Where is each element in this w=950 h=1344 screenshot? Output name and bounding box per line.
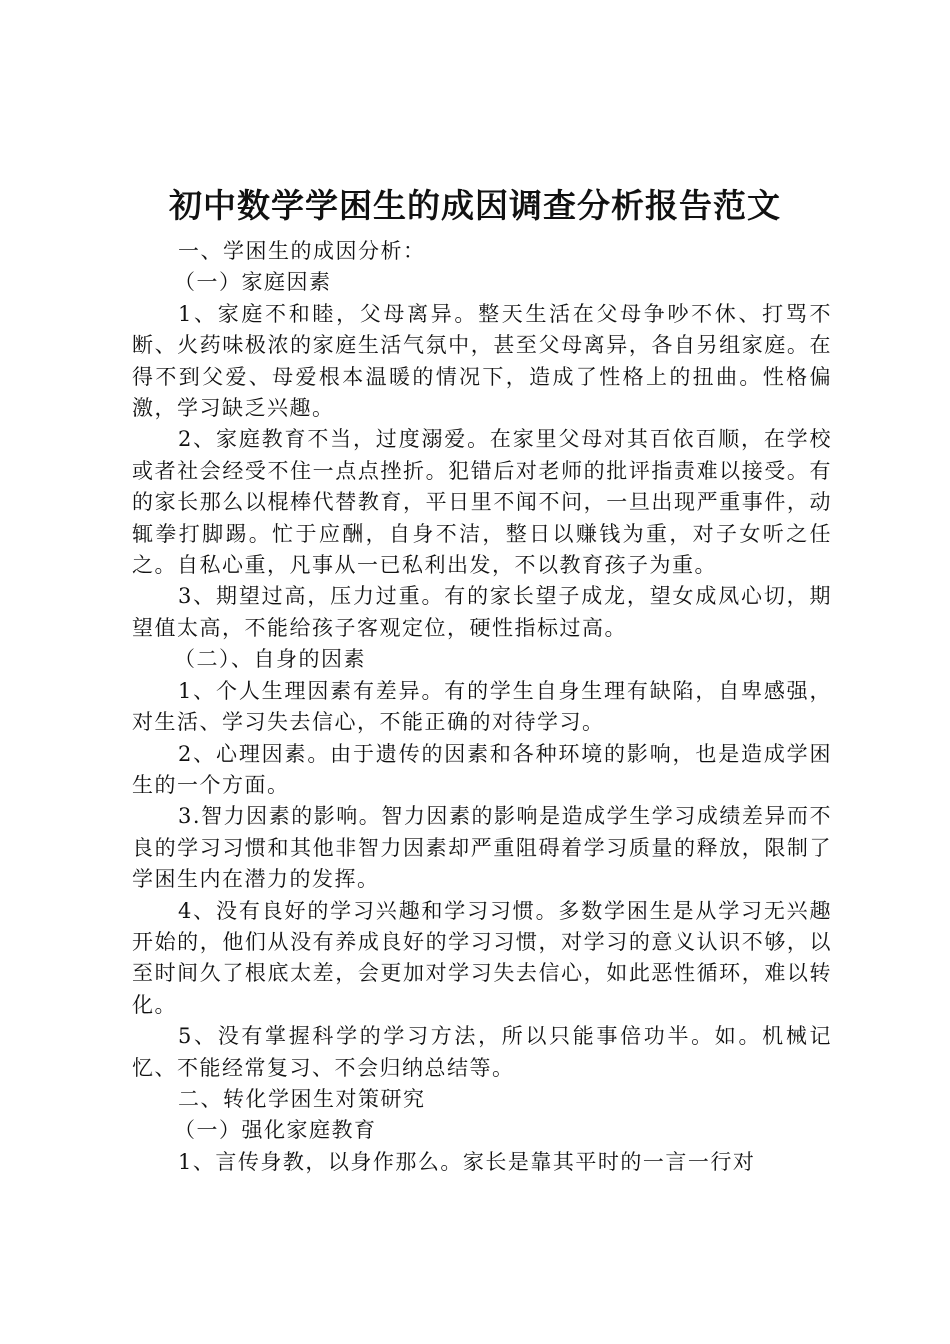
- document-body: [132, 236, 832, 1178]
- section-heading: 二、转化学困生对策研究: [178, 1086, 426, 1111]
- paragraph: 1、个人生理因素有差异。有的学生自身生理有缺陷，自卑感强，对生活、学习失去信心，不能正确的对待学习。: [132, 678, 832, 735]
- paragraph: 1、家庭不和睦，父母离异。整天生活在父母争吵不休、打骂不断、火药味极浓的家庭生活气氛中，甚至父母离异，各自另组家庭。在得不到父爱、母爱根本温暖的情况下，造成了性格上的扭曲。性格偏激，学习缺乏兴趣。: [132, 301, 832, 421]
- subsection-heading: （一）强化家庭教育: [174, 1118, 377, 1143]
- paragraph: 4、没有良好的学习兴趣和学习习惯。多数学困生是从学习无兴趣开始的，他们从没有养成良好的学习习惯，对学习的意义认识不够，以至时间久了根底太差，会更加对学习失去信心，如此恶性循环，难以转化。: [132, 898, 832, 1017]
- paragraph: 2、家庭教育不当，过度溺爱。在家里父母对其百依百顺，在学校或者社会经受不住一点点挫折。犯错后对老师的批评指责难以接受。有的家长那么以棍棒代替教育，平日里不闻不问，一旦出现严重事件，动辄拳打脚踢。忙于应酬，自身不洁，整日以赚钱为重，对子女听之任之。自私心重，凡事从一已私利出发，不以教育孩子为重。: [132, 427, 832, 578]
- paragraph: 3、期望过高，压力过重。有的家长望子成龙，望女成凤心切，期望值太高，不能给孩子客观定位，硬性指标过高。: [132, 584, 832, 640]
- paragraph: 2、心理因素。由于遗传的因素和各种环境的影响，也是造成学困生的一个方面。: [132, 741, 832, 797]
- subsection-heading: （二）、自身的因素: [174, 647, 366, 672]
- paragraph: 5、没有掌握科学的学习方法，所以只能事倍功半。如。机械记忆、不能经常复习、不会归纳总结等。: [132, 1024, 832, 1080]
- document-title: 初中数学学困生的成因调查分析报告范文: [169, 186, 781, 225]
- paragraph: 1、言传身教，以身作那么。家长是靠其平时的一言一行对: [178, 1149, 756, 1174]
- paragraph: 3.智力因素的影响。智力因素的影响是造成学生学习成绩差异而不良的学习习惯和其他非智力因素却严重阻碍着学习质量的释放，限制了学困生内在潜力的发挥。: [132, 804, 832, 892]
- section-heading: 一、学困生的成因分析：: [178, 239, 426, 263]
- subsection-heading: （一）家庭因素: [174, 270, 332, 295]
